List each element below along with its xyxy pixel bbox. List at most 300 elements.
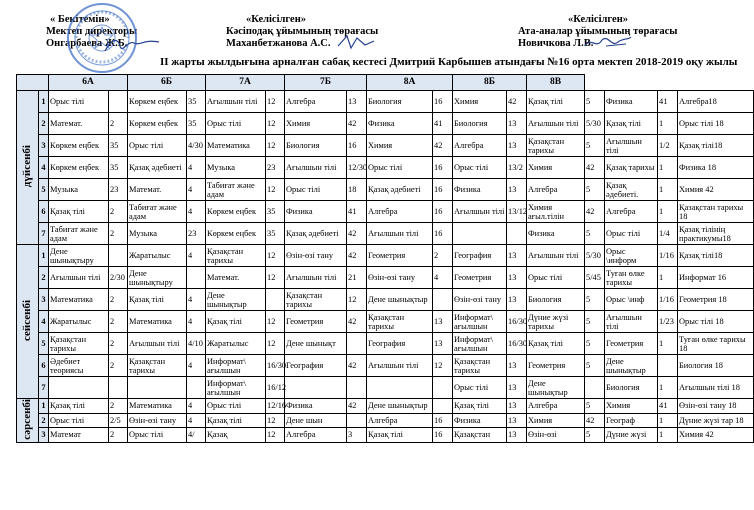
room-cell — [433, 399, 453, 414]
subject-cell: Физика — [367, 113, 433, 135]
room-cell: 42 — [347, 399, 367, 414]
room-cell: 21 — [347, 267, 367, 289]
room-cell — [433, 289, 453, 311]
subject-cell: Географ — [605, 413, 658, 428]
subject-cell: Физика — [453, 413, 507, 428]
room-cell: 13 — [507, 267, 527, 289]
subject-cell: Математ. — [49, 113, 109, 135]
room-cell: 13 — [507, 355, 527, 377]
approval-person: Новичкова Л.В. — [518, 38, 594, 49]
room-cell: 5/30 — [585, 113, 605, 135]
subject-cell: Ағылшын тілі — [605, 311, 658, 333]
subject-cell: Көркем еңбек — [128, 113, 187, 135]
subject-cell: Дене шынықт — [285, 333, 347, 355]
signature-parents — [582, 32, 634, 52]
subject-cell: Ағылшын тілі — [49, 267, 109, 289]
subject-cell: Орыс \информ — [605, 245, 658, 267]
room-cell: 41 — [347, 201, 367, 223]
subject-cell: Әдебиет теориясы — [49, 355, 109, 377]
room-cell: 12 — [266, 113, 285, 135]
subject-cell: Орыс тілі — [49, 413, 109, 428]
subject-cell: Табиғат және адам — [49, 223, 109, 245]
subject-cell: Дене шын — [285, 413, 347, 428]
room-cell: 5 — [585, 311, 605, 333]
lesson-number: 3 — [39, 428, 49, 443]
subject-cell: Орыс тілі — [605, 223, 658, 245]
room-cell: 13 — [507, 428, 527, 443]
lesson-number: 5 — [39, 333, 49, 355]
room-cell — [266, 289, 285, 311]
room-cell — [585, 377, 605, 399]
room-cell: 2/5 — [109, 413, 128, 428]
subject-cell: Дене шынықтыр — [605, 355, 658, 377]
room-cell: 13 — [433, 311, 453, 333]
room-cell — [347, 333, 367, 355]
room-cell: 42 — [347, 113, 367, 135]
subject-cell: Дене шынықтыру — [128, 267, 187, 289]
subject-cell: Биология — [367, 91, 433, 113]
subject-cell: Физика — [605, 91, 658, 113]
subject-cell: Физика — [453, 179, 507, 201]
subject-cell: Орыс тілі — [367, 157, 433, 179]
subject-cell: Дүние жүзі тарихы — [527, 311, 585, 333]
subject-cell: Табиғат және адам — [206, 179, 266, 201]
room-cell — [187, 377, 206, 399]
room-cell: 16 — [433, 201, 453, 223]
room-cell: 1/4 — [658, 223, 678, 245]
room-cell: 12 — [266, 311, 285, 333]
room-cell: 16 — [433, 157, 453, 179]
room-cell: 5 — [585, 91, 605, 113]
lesson-row — [17, 91, 754, 113]
class-header: 8В — [527, 75, 585, 91]
room-cell: 13 — [507, 245, 527, 267]
subject-cell — [128, 377, 187, 399]
subject-cell: Математ. — [128, 179, 187, 201]
subject-cell: Дүние жүзі — [605, 428, 658, 443]
room-cell: 23 — [109, 179, 128, 201]
subject-cell: Табиғат және адам — [128, 201, 187, 223]
subject-cell: Математика — [49, 289, 109, 311]
room-cell: 4 — [187, 245, 206, 267]
room-cell: 2 — [109, 113, 128, 135]
subject-cell: Қазақстан тарихы — [453, 355, 507, 377]
subject-room-cell: Орыс тілі 18 — [678, 113, 754, 135]
lesson-row — [17, 113, 754, 135]
lesson-number: 1 — [39, 245, 49, 267]
room-cell: 42 — [433, 135, 453, 157]
subject-cell: Дене шынықтыр — [367, 399, 433, 414]
subject-cell: Геометрия — [453, 267, 507, 289]
subject-cell: Музыка — [49, 179, 109, 201]
subject-cell — [367, 377, 433, 399]
room-cell: 12 — [266, 413, 285, 428]
subject-cell: Алгебра — [527, 179, 585, 201]
weekday-label — [17, 91, 39, 245]
room-cell: 42 — [585, 413, 605, 428]
room-cell: 5 — [585, 135, 605, 157]
room-cell: 4 — [433, 267, 453, 289]
lesson-row — [17, 157, 754, 179]
subject-cell: Дене шынықтыр — [206, 289, 266, 311]
subject-room-cell: Ағылшын тілі 18 — [678, 377, 754, 399]
room-cell: 12 — [266, 245, 285, 267]
subject-cell: Орыс тілі — [527, 267, 585, 289]
weekday-label — [17, 245, 39, 399]
class-header: 7Б — [285, 75, 367, 91]
subject-cell: Қазақ әдебиеті — [367, 179, 433, 201]
subject-room-cell: Орыс тілі 18 — [678, 311, 754, 333]
room-cell: 16 — [433, 428, 453, 443]
subject-cell: Орыс тілі — [285, 179, 347, 201]
room-cell: 42 — [347, 311, 367, 333]
room-cell: 2 — [109, 355, 128, 377]
lesson-number: 6 — [39, 201, 49, 223]
subject-cell: Ағылшын тілі — [527, 113, 585, 135]
subject-cell: Химия — [453, 91, 507, 113]
room-cell: 42 — [585, 157, 605, 179]
subject-cell: Орыс тілі — [453, 377, 507, 399]
room-cell — [109, 91, 128, 113]
lesson-number: 2 — [39, 113, 49, 135]
subject-cell: География — [453, 245, 507, 267]
room-cell: 42 — [585, 201, 605, 223]
room-cell: 13 — [507, 413, 527, 428]
lesson-row — [17, 267, 754, 289]
subject-cell: Қазақстан тарихы — [285, 289, 347, 311]
room-cell — [347, 377, 367, 399]
subject-cell — [285, 377, 347, 399]
room-cell: 41 — [433, 113, 453, 135]
room-cell: 12/16 — [266, 399, 285, 414]
room-cell: 23 — [266, 157, 285, 179]
subject-cell: Информат\ ағылшын — [453, 311, 507, 333]
subject-cell: Математ. — [206, 267, 266, 289]
subject-cell: Көркем еңбек — [206, 223, 266, 245]
subject-cell: Биология — [605, 377, 658, 399]
signature-director — [102, 34, 162, 56]
subject-cell: Қазақстан тарихы — [206, 245, 266, 267]
lesson-number: 1 — [39, 399, 49, 414]
subject-cell: Алгебра — [453, 135, 507, 157]
room-cell: 16 — [433, 91, 453, 113]
room-cell: 1 — [658, 201, 678, 223]
signature-union — [335, 32, 377, 52]
subject-cell: Биология — [285, 135, 347, 157]
class-header: 6Б — [128, 75, 206, 91]
subject-cell: Өзін-өзі тану — [128, 413, 187, 428]
subject-cell: Химия — [605, 399, 658, 414]
subject-cell — [49, 377, 109, 399]
room-cell — [433, 377, 453, 399]
subject-cell: Алгебра — [367, 201, 433, 223]
subject-cell: Көркем еңбек — [206, 201, 266, 223]
room-cell: 5 — [585, 355, 605, 377]
lesson-row — [17, 377, 754, 399]
subject-cell: Қазақ тілі — [49, 399, 109, 414]
weekday-label — [17, 399, 39, 443]
lesson-row — [17, 399, 754, 414]
room-cell: 13 — [507, 289, 527, 311]
approval-person: Онгарбаева Ж.Б. — [46, 38, 128, 49]
lesson-number: 3 — [39, 135, 49, 157]
room-cell: 12 — [433, 355, 453, 377]
subject-room-cell: Өзін-өзі тану 18 — [678, 399, 754, 414]
lesson-row — [17, 223, 754, 245]
subject-cell: Музыка — [206, 157, 266, 179]
room-cell: 4 — [187, 399, 206, 414]
subject-cell: Қазақ тілі — [527, 91, 585, 113]
room-cell: 2 — [109, 399, 128, 414]
subject-cell: Алгебра — [285, 91, 347, 113]
room-cell: 2 — [109, 201, 128, 223]
room-cell: 4/10 — [187, 333, 206, 355]
subject-cell: Математ — [49, 428, 109, 443]
subject-cell: Өзін-өзі тану — [367, 267, 433, 289]
subject-cell: Өзін-өзі тану — [453, 289, 507, 311]
subject-cell: Өзін-өзі тану — [285, 245, 347, 267]
room-cell: 4 — [187, 157, 206, 179]
subject-cell: Ағылшын тілі — [285, 157, 347, 179]
subject-room-cell: Физика 18 — [678, 157, 754, 179]
subject-cell: Физика — [285, 399, 347, 414]
subject-cell: Қазақ тілі — [128, 289, 187, 311]
subject-cell: Математика — [206, 135, 266, 157]
room-cell: 5/45 — [585, 267, 605, 289]
room-cell: 1 — [658, 377, 678, 399]
subject-cell: Көркем еңбек — [128, 91, 187, 113]
lesson-number: 2 — [39, 413, 49, 428]
room-cell: 35 — [187, 113, 206, 135]
room-cell: 13 — [507, 399, 527, 414]
room-cell — [658, 355, 678, 377]
subject-cell: Орыс \инф — [605, 289, 658, 311]
document-title: ІІ жарты жылдығына арналған сабақ кестесі Дмитрий Карбышев атындағы №16 орта мектеп 2018-2019 оқу жылы — [160, 56, 738, 68]
subject-cell: Биология — [527, 289, 585, 311]
room-cell: 2 — [109, 289, 128, 311]
room-cell: 5 — [585, 399, 605, 414]
subject-cell: Информат\ ағылшын — [206, 377, 266, 399]
subject-cell: Информат\ ағылшын — [206, 355, 266, 377]
room-cell — [187, 267, 206, 289]
weekday-name: дүйсенбі — [21, 145, 33, 188]
subject-cell: Қазақ тілі — [527, 333, 585, 355]
subject-cell: Қазақ тілі — [367, 428, 433, 443]
subject-cell: Қазақ тілі — [206, 413, 266, 428]
room-cell: 5 — [585, 179, 605, 201]
lesson-row — [17, 413, 754, 428]
room-cell: 16 — [347, 135, 367, 157]
room-cell: 13 — [347, 91, 367, 113]
lesson-row — [17, 245, 754, 267]
subject-cell: Қазақстан тарихы — [49, 333, 109, 355]
subject-cell: Өзін-өзі — [527, 428, 585, 443]
room-cell: 1/16 — [658, 289, 678, 311]
lesson-number: 6 — [39, 355, 49, 377]
subject-cell: Биология — [453, 113, 507, 135]
subject-cell — [453, 223, 507, 245]
lesson-number: 2 — [39, 267, 49, 289]
subject-room-cell: Информат 16 — [678, 267, 754, 289]
room-cell: 13 — [433, 333, 453, 355]
room-cell: 16/30 — [507, 311, 527, 333]
subject-cell: Ағылшын тілі — [527, 245, 585, 267]
subject-cell: Геометрия — [285, 311, 347, 333]
subject-cell: Қазақ тілі — [453, 399, 507, 414]
class-header: 7А — [206, 75, 285, 91]
room-cell: 2 — [433, 245, 453, 267]
subject-cell: Көркем еңбек — [49, 135, 109, 157]
subject-cell: Алгебра — [367, 413, 433, 428]
subject-room-cell: Қазақ тілі18 — [678, 135, 754, 157]
room-cell: 5 — [585, 223, 605, 245]
subject-cell: Дене шынықтыр — [527, 377, 585, 399]
room-cell: 1/2 — [658, 135, 678, 157]
lesson-number: 5 — [39, 179, 49, 201]
subject-cell: Қазақ әдебиеті — [285, 223, 347, 245]
approval-heading: « Бекітемін» — [50, 14, 110, 25]
room-cell: 3 — [347, 428, 367, 443]
subject-cell: Көркем еңбек — [49, 157, 109, 179]
lesson-number: 7 — [39, 377, 49, 399]
room-cell: 13/12 — [507, 201, 527, 223]
room-cell: 1/16 — [658, 245, 678, 267]
room-cell: 13 — [507, 113, 527, 135]
room-cell: 42 — [347, 245, 367, 267]
room-cell: 2 — [109, 428, 128, 443]
room-cell: 1 — [658, 413, 678, 428]
weekday-name: сәрсенбі — [21, 399, 33, 440]
subject-cell: Геометрия — [527, 355, 585, 377]
subject-cell: Музыка — [128, 223, 187, 245]
subject-cell: Ағылшын тілі — [367, 223, 433, 245]
room-cell: 35 — [187, 91, 206, 113]
lesson-row — [17, 333, 754, 355]
room-cell: 12 — [266, 428, 285, 443]
room-cell: 16 — [433, 223, 453, 245]
subject-cell: Жаратылыс — [128, 245, 187, 267]
room-cell: 4 — [187, 201, 206, 223]
subject-cell: Химия — [527, 157, 585, 179]
room-cell: 2 — [109, 223, 128, 245]
subject-cell: Алгебра — [285, 428, 347, 443]
room-cell — [109, 377, 128, 399]
subject-room-cell: Туған өлке тарихы 18 — [678, 333, 754, 355]
room-cell: 1 — [658, 179, 678, 201]
lesson-row — [17, 311, 754, 333]
subject-cell: Дене шынықтыр — [367, 289, 433, 311]
subject-cell: Геометрия — [605, 333, 658, 355]
room-cell: 5 — [585, 333, 605, 355]
subject-cell: Қазақ тілі — [605, 113, 658, 135]
room-cell: 4 — [187, 179, 206, 201]
lesson-row — [17, 428, 754, 443]
room-cell: 42 — [347, 355, 367, 377]
room-cell: 4 — [187, 311, 206, 333]
approval-role: Кәсіподақ ұйымының төрағасы — [226, 26, 379, 37]
room-cell: 2 — [109, 333, 128, 355]
room-cell: 23 — [187, 223, 206, 245]
subject-cell: Қазақстан — [453, 428, 507, 443]
room-cell: 42 — [347, 223, 367, 245]
lesson-number: 4 — [39, 311, 49, 333]
room-cell: 13 — [507, 377, 527, 399]
room-cell: 2 — [109, 311, 128, 333]
subject-cell: Физика — [527, 223, 585, 245]
subject-cell: Геометрия — [367, 245, 433, 267]
weekday-name: сейсенбі — [21, 299, 33, 342]
subject-cell: Қазақ әдебиеті — [128, 157, 187, 179]
subject-cell: Орыс тілі — [206, 399, 266, 414]
header-corner — [17, 75, 49, 91]
subject-cell: Орыс тілі — [206, 113, 266, 135]
subject-cell: Ағылшын тілі — [206, 91, 266, 113]
room-cell: 35 — [109, 135, 128, 157]
lesson-row — [17, 355, 754, 377]
approval-person: Маханбетжанова А.С. — [226, 38, 331, 49]
subject-cell: Информат\ ағылшын — [453, 333, 507, 355]
subject-cell: Орыс тілі — [453, 157, 507, 179]
subject-cell: Қазақ тарихы — [605, 157, 658, 179]
class-header-row — [17, 75, 754, 91]
subject-cell: География — [285, 355, 347, 377]
subject-cell: Дене шынықтыру — [49, 245, 109, 267]
subject-cell: Химия — [527, 413, 585, 428]
subject-room-cell: Геометрия 18 — [678, 289, 754, 311]
lesson-row — [17, 179, 754, 201]
subject-cell: Физика — [285, 201, 347, 223]
lesson-number: 4 — [39, 157, 49, 179]
subject-room-cell: Химия 42 — [678, 179, 754, 201]
room-cell: 1 — [658, 428, 678, 443]
room-cell: 41 — [658, 91, 678, 113]
room-cell: 35 — [266, 201, 285, 223]
approval-heading: «Келісілген» — [568, 14, 628, 25]
subject-cell: Ағылшын тілі — [605, 135, 658, 157]
subject-cell: Орыс тілі — [128, 135, 187, 157]
room-cell: 35 — [266, 223, 285, 245]
approval-role: Ата-аналар ұйымының төрағасы — [518, 26, 678, 37]
room-cell: 13 — [507, 179, 527, 201]
subject-cell: Химия ағыл.тілін — [527, 201, 585, 223]
room-cell: 13/2 — [507, 157, 527, 179]
subject-cell: Химия — [367, 135, 433, 157]
lesson-number: 1 — [39, 91, 49, 113]
lesson-row — [17, 289, 754, 311]
room-cell: 1 — [658, 333, 678, 355]
room-cell: 1/23 — [658, 311, 678, 333]
subject-cell: Қазақ әдебиеті. — [605, 179, 658, 201]
subject-cell: Алгебра — [527, 399, 585, 414]
room-cell: 16 — [433, 179, 453, 201]
room-cell: 16/12 — [266, 377, 285, 399]
timetable — [16, 74, 754, 443]
room-cell: 12 — [266, 135, 285, 157]
lesson-row — [17, 201, 754, 223]
room-cell: 4 — [187, 355, 206, 377]
subject-cell: Қазақстан тарихы — [128, 355, 187, 377]
subject-cell: Жаратылыс — [206, 333, 266, 355]
subject-cell: Математика — [128, 399, 187, 414]
approval-role: Мектеп директоры — [46, 26, 138, 37]
class-header: 8А — [367, 75, 453, 91]
room-cell: 1 — [658, 113, 678, 135]
room-cell: 12 — [266, 91, 285, 113]
room-cell: 1 — [658, 267, 678, 289]
subject-room-cell: Биология 18 — [678, 355, 754, 377]
subject-room-cell: Қазақ тілінің практикумы18 — [678, 223, 754, 245]
room-cell: 12 — [347, 289, 367, 311]
